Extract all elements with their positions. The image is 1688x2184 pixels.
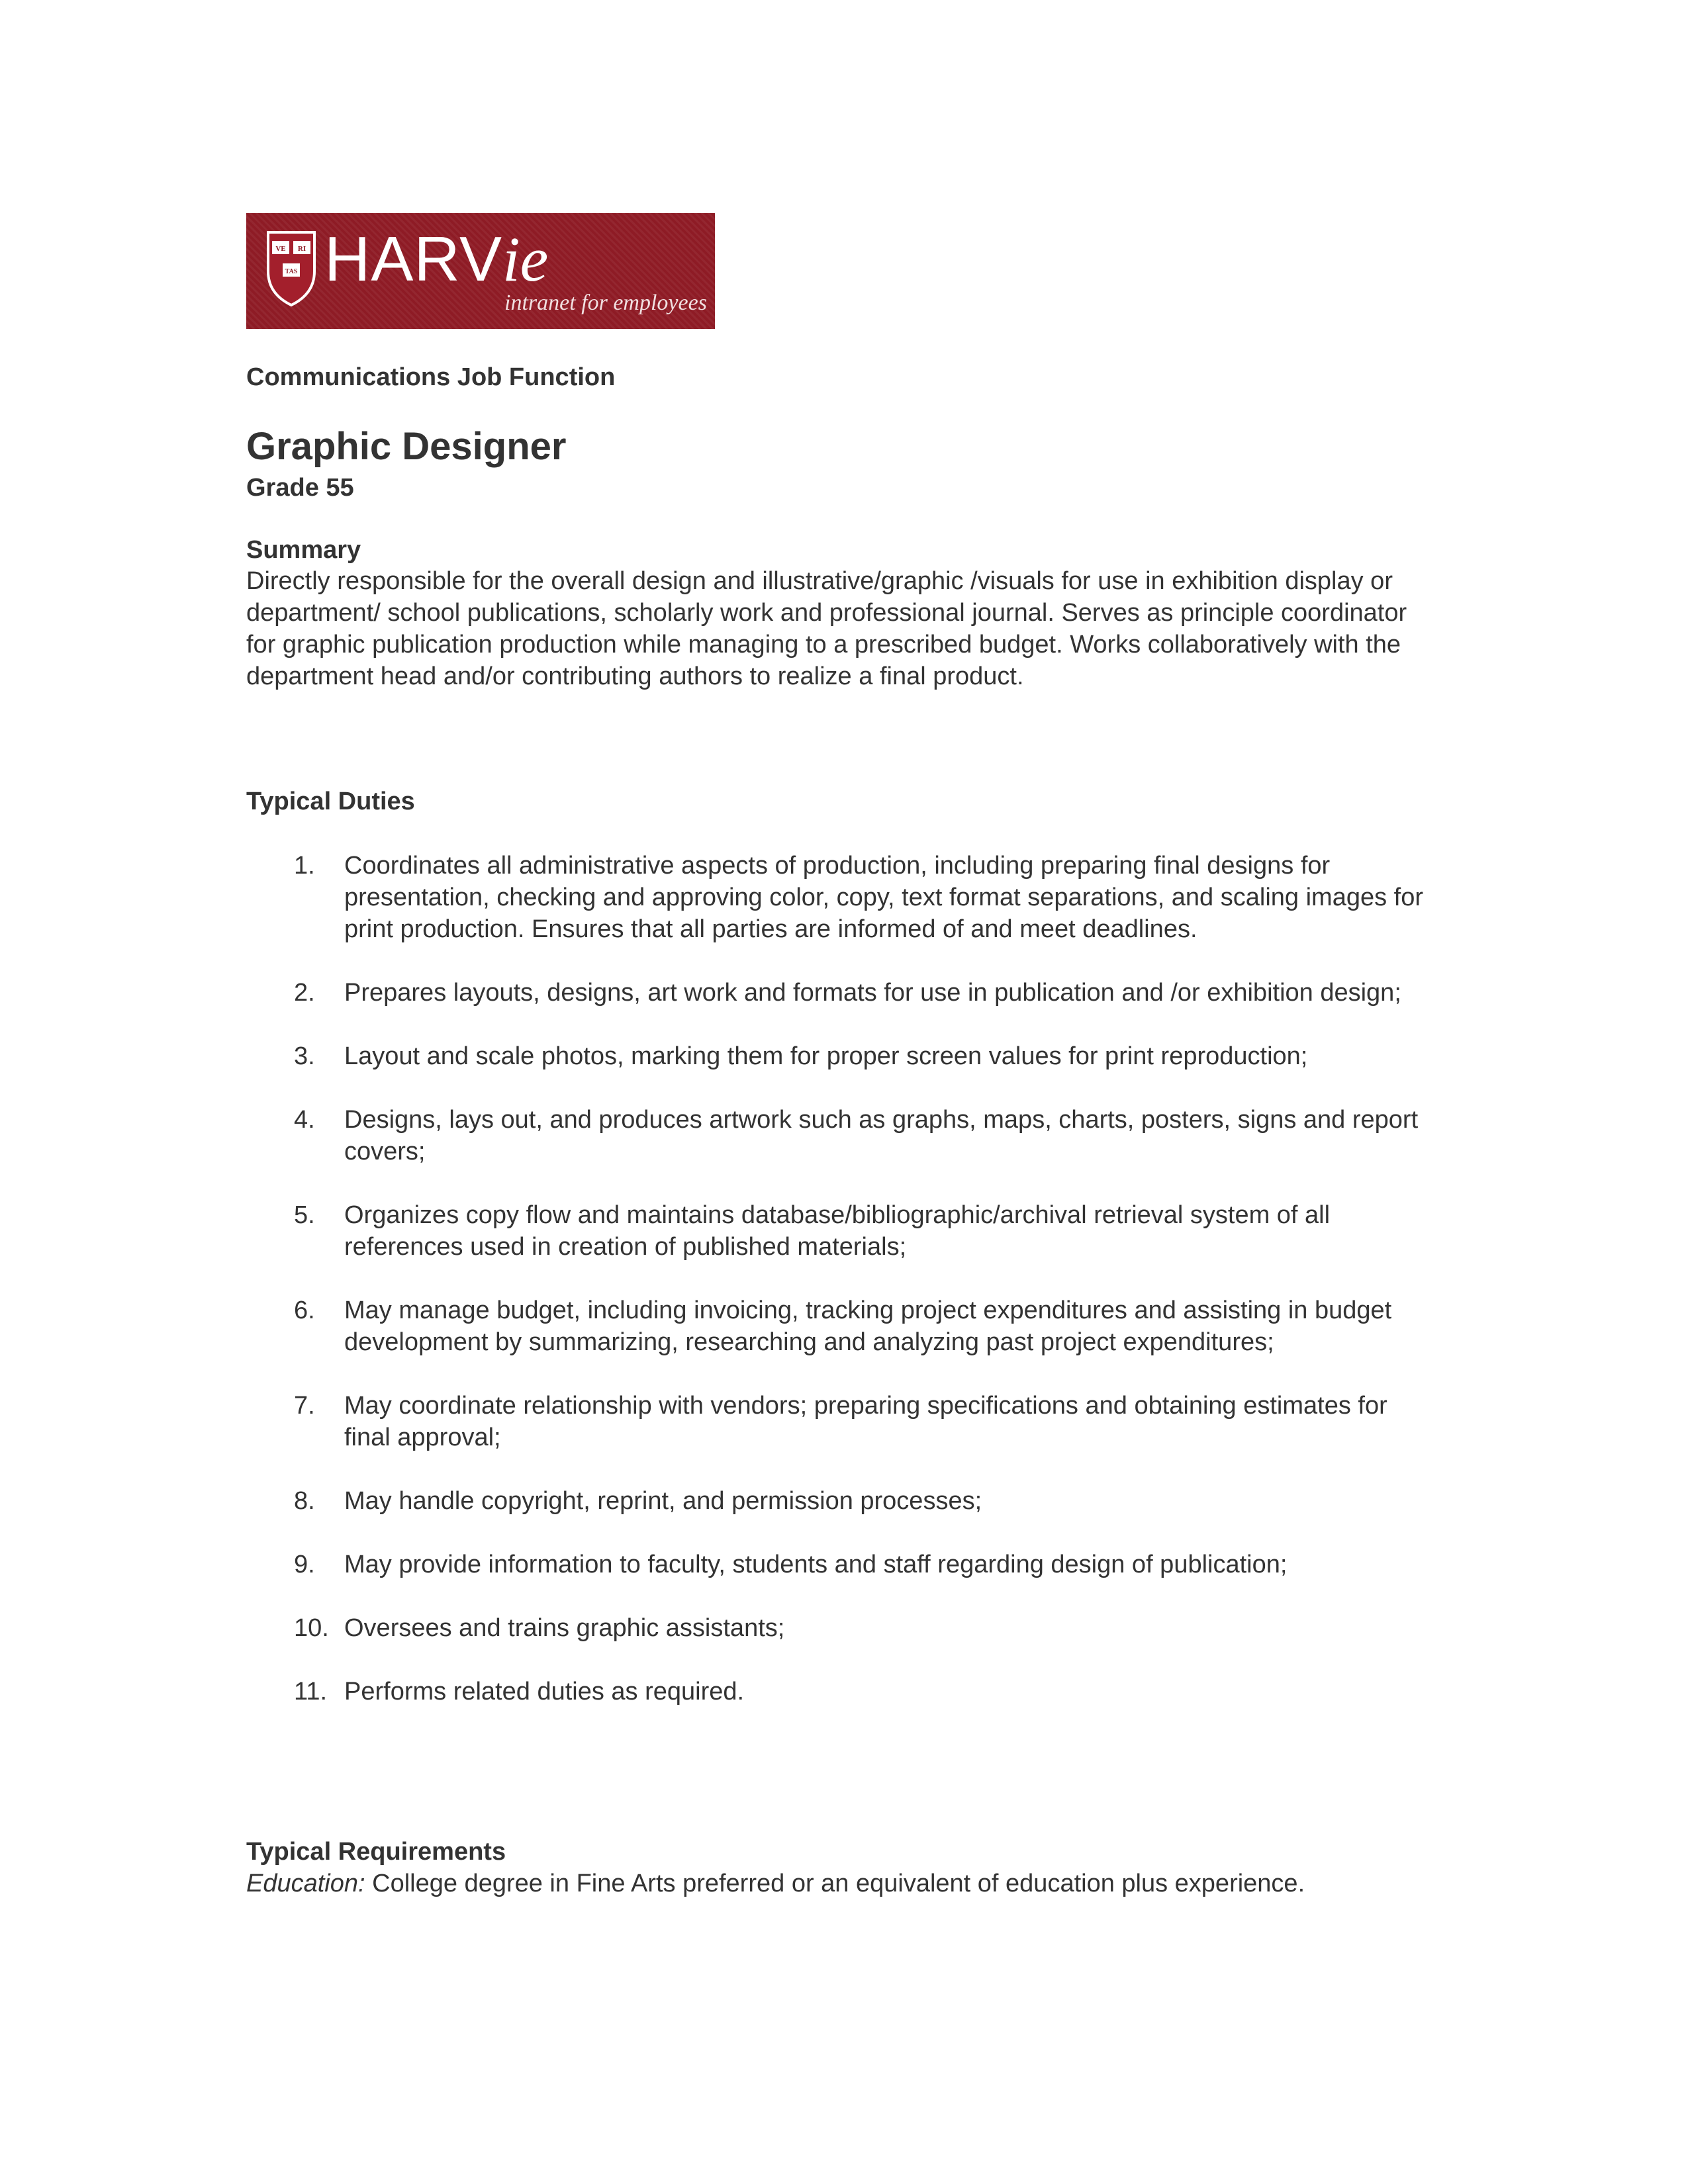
duty-number: 7. — [294, 1392, 315, 1420]
duty-item — [246, 1295, 1425, 1358]
harvie-wordmark — [324, 226, 548, 293]
duty-number: 6. — [294, 1297, 315, 1324]
duty-number: 8. — [294, 1487, 315, 1515]
svg-text:RI: RI — [297, 245, 306, 253]
typical-requirements-heading: Typical Requirements — [246, 1838, 506, 1866]
logo-tagline: intranet for employees — [504, 291, 707, 315]
summary-heading: Summary — [246, 536, 361, 564]
duty-item — [246, 1485, 1425, 1517]
duty-text: May manage budget, including invoicing, tracking project expenditures and assisting in budget development by summarizing, researching and analyzing past project expenditures; — [344, 1297, 1392, 1356]
duty-item — [246, 1549, 1425, 1580]
job-grade: Grade 55 — [246, 474, 354, 502]
duty-text: Organizes copy flow and maintains database/bibliographic/archival retrieval system of all references used in creation of published materials; — [344, 1201, 1331, 1261]
duty-text: Oversees and trains graphic assistants; — [344, 1614, 785, 1642]
duty-text: Designs, lays out, and produces artwork such as graphs, maps, charts, posters, signs and report covers; — [344, 1106, 1419, 1165]
duty-item — [246, 850, 1425, 945]
wordmark-suffix: ie — [502, 224, 549, 295]
job-title: Graphic Designer — [246, 425, 567, 468]
duty-number: 10. — [294, 1614, 329, 1642]
duty-item — [246, 1199, 1425, 1263]
duty-item — [246, 1390, 1425, 1453]
duty-text: Layout and scale photos, marking them for proper screen values for print reproduction; — [344, 1042, 1308, 1070]
duty-text: Coordinates all administrative aspects of production, including preparing final designs for presentation, checking and approving color, copy, text format separations, and scaling images for print production. Ensures that all parties are informed of and meet deadlines. — [344, 852, 1423, 943]
job-function-heading: Communications Job Function — [246, 363, 616, 391]
duty-text: May handle copyright, reprint, and permission processes; — [344, 1487, 982, 1515]
duty-number: 4. — [294, 1106, 315, 1134]
summary-text: Directly responsible for the overall design and illustrative/graphic /visuals for use in exhibition display or department/ school publications, scholarly work and professional journal. Serves as principle coordinator for graphic publication production while managing to a prescribed budget. Works collaboratively with the department head and/or contributing authors to realize a final product. — [246, 567, 1407, 690]
duty-text: May coordinate relationship with vendors; preparing specifications and obtaining estimates for final approval; — [344, 1392, 1387, 1451]
duty-number: 2. — [294, 979, 315, 1007]
education-text: College degree in Fine Arts preferred or an equivalent of education plus experience. — [365, 1870, 1305, 1897]
duty-item — [246, 1104, 1425, 1167]
duty-item — [246, 1040, 1425, 1072]
harvie-logo-banner — [246, 213, 715, 329]
typical-duties-heading: Typical Duties — [246, 788, 415, 815]
duty-item — [246, 977, 1425, 1009]
duty-number: 3. — [294, 1042, 315, 1070]
wordmark-main: HARV — [324, 224, 502, 295]
svg-text:VE: VE — [275, 245, 286, 253]
duty-number: 9. — [294, 1551, 315, 1578]
duty-text: May provide information to faculty, students and staff regarding design of publication; — [344, 1551, 1288, 1578]
duty-number: 11. — [294, 1678, 328, 1706]
duty-item — [246, 1676, 1425, 1707]
education-requirement — [246, 1868, 1451, 1899]
svg-text:TAS: TAS — [285, 268, 298, 275]
duty-item — [246, 1612, 1425, 1644]
duty-text: Prepares layouts, designs, art work and formats for use in publication and /or exhibition design; — [344, 979, 1401, 1007]
harvard-shield-icon — [266, 230, 316, 307]
duty-text: Performs related duties as required. — [344, 1678, 745, 1706]
typical-duties-list — [246, 850, 1425, 1739]
duty-number: 5. — [294, 1201, 315, 1229]
education-label: Education: — [246, 1870, 365, 1897]
duty-number: 1. — [294, 852, 315, 880]
